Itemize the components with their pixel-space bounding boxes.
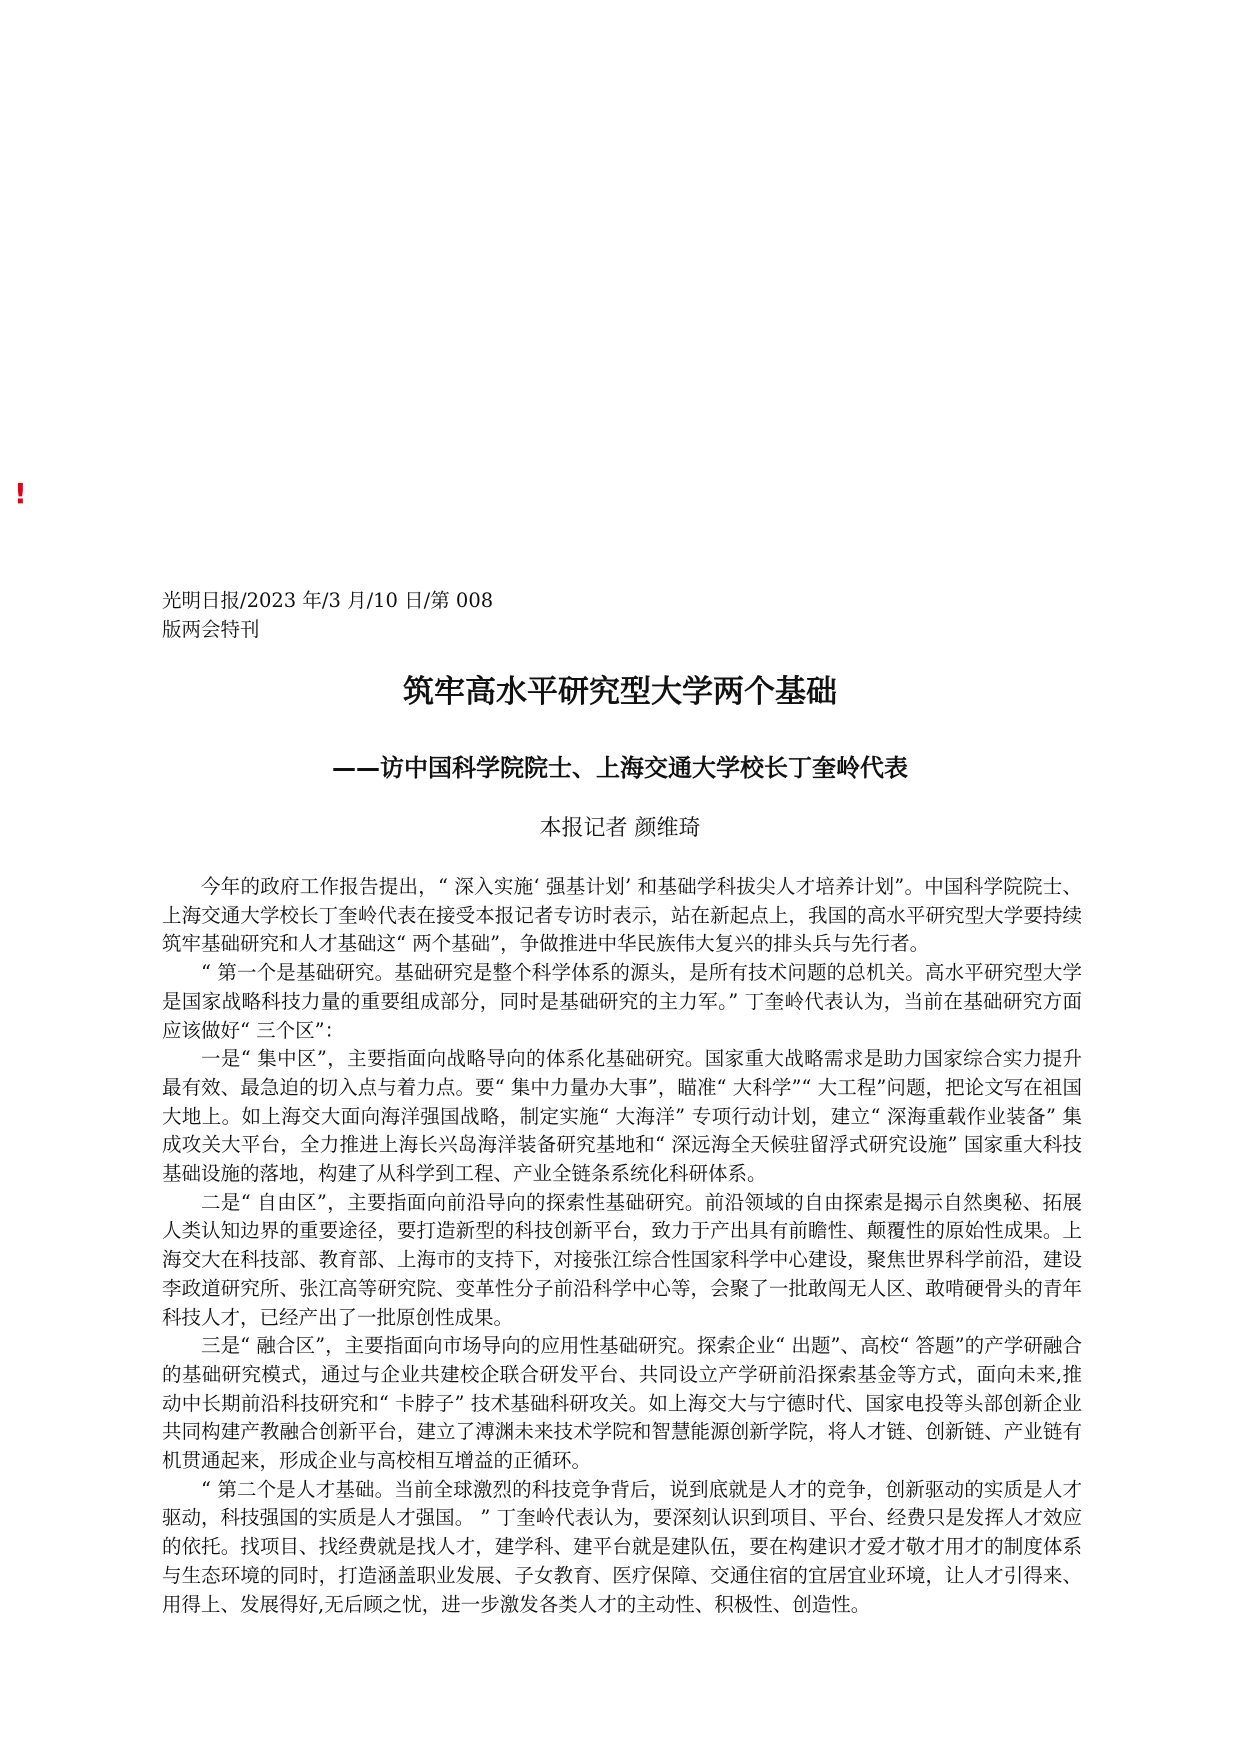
source-line xyxy=(162,586,582,644)
article-body xyxy=(162,873,1082,1619)
paragraph: 二是“ 自由区”，主要指面向前沿导向的探索性基础研究。前沿领域的自由探索是揭示自然奥秘、拓展人类认知边界的重要途径，要打造新型的科技创新平台，致力于产出具有前瞻性、颠覆性的原始性成果。上海交大在科技部、教育部、上海市的支持下，对接张江综合性国家科学中心建设，聚焦世界科学前沿，建设李政道研究所、张江高等研究院、变革性分子前沿科学中心等，会聚了一批敢闯无人区、敢啃硬骨头的青年科技人才，已经产出了一批原创性成果。 xyxy=(162,1190,1082,1329)
paragraph: 三是“ 融合区”，主要指面向市场导向的应用性基础研究。探索企业“ 出题”、高校“ 答题”的产学研融合的基础研究模式，通过与企业共建校企联合研发平台、共同设立产学研前沿探索基金等方式，面向未来,推动中长期前沿科技研究和“ 卡脖子” 技术基础科研攻关。如上海交大与宁德时代、国家电投等头部创新企业共同构建产教融合创新平台，建立了溥渊未来技术学院和智慧能源创新学院，将人才链、创新链、产业链有机贯通起来，形成企业与高校相互增益的正循环。 xyxy=(162,1334,1082,1473)
article-byline: 本报记者 颜维琦 xyxy=(539,816,701,841)
source-line-section: 版两会特刊 xyxy=(162,618,260,641)
paragraph: “ 第一个是基础研究。基础研究是整个科学体系的源头，是所有技术问题的总机关。高水平研究型大学是国家战略科技力量的重要组成部分，同时是基础研究的主力军。” 丁奎岭代表认为，当前在基础研究方面应该做好“ 三个区”： xyxy=(162,961,1082,1042)
article-title: 筑牢高水平研究型大学两个基础 xyxy=(403,674,837,710)
source-line-date: 光明日报/2023 年/3 月/10 日/第 008 xyxy=(162,589,494,612)
red-exclamation-mark: ! xyxy=(14,477,27,510)
paragraph: 一是“ 集中区”，主要指面向战略导向的体系化基础研究。国家重大战略需求是助力国家综合实力提升最有效、最急迫的切入点与着力点。要“ 集中力量办大事”，瞄准“ 大科学”“ 大工程”问题，把论文写在祖国大地上。如上海交大面向海洋强国战略，制定实施“ 大海洋” 专项行动计划，建立“ 深海重载作业装备” 集成攻关大平台，全力推进上海长兴岛海洋装备研究基地和“ 深远海全天候驻留浮式研究设施” 国家重大科技基础设施的落地，构建了从科学到工程、产业全链条系统化科研体系。 xyxy=(162,1047,1082,1186)
paragraph: “ 第二个是人才基础。当前全球激烈的科技竞争背后，说到底就是人才的竞争，创新驱动的实质是人才驱动，科技强国的实质是人才强国。 ” 丁奎岭代表认为，要深刻认识到项目、平台、经费只是发挥人才效应的依托。找项目、找经费就是找人才，建学科、建平台就是建队伍，要在构建识才爱才敬才用才的制度体系与生态环境的同时，打造涵盖职业发展、子女教育、医疗保障、交通住宿的宜居宜业环境，让人才引得来、用得上、发展得好,无后顾之忧，进一步激发各类人才的主动性、积极性、创造性。 xyxy=(162,1477,1082,1616)
paragraph: 今年的政府工作报告提出，“ 深入实施‘ 强基计划’ 和基础学科拔尖人才培养计划”。中国科学院院士、上海交通大学校长丁奎岭代表在接受本报记者专访时表示，站在新起点上，我国的高水平研究型大学要持续筑牢基础研究和人才基础这“ 两个基础”，争做推进中华民族伟大复兴的排头兵与先行者。 xyxy=(162,875,1082,956)
article-subtitle: ——访中国科学院院士、上海交通大学校长丁奎岭代表 xyxy=(332,754,908,782)
